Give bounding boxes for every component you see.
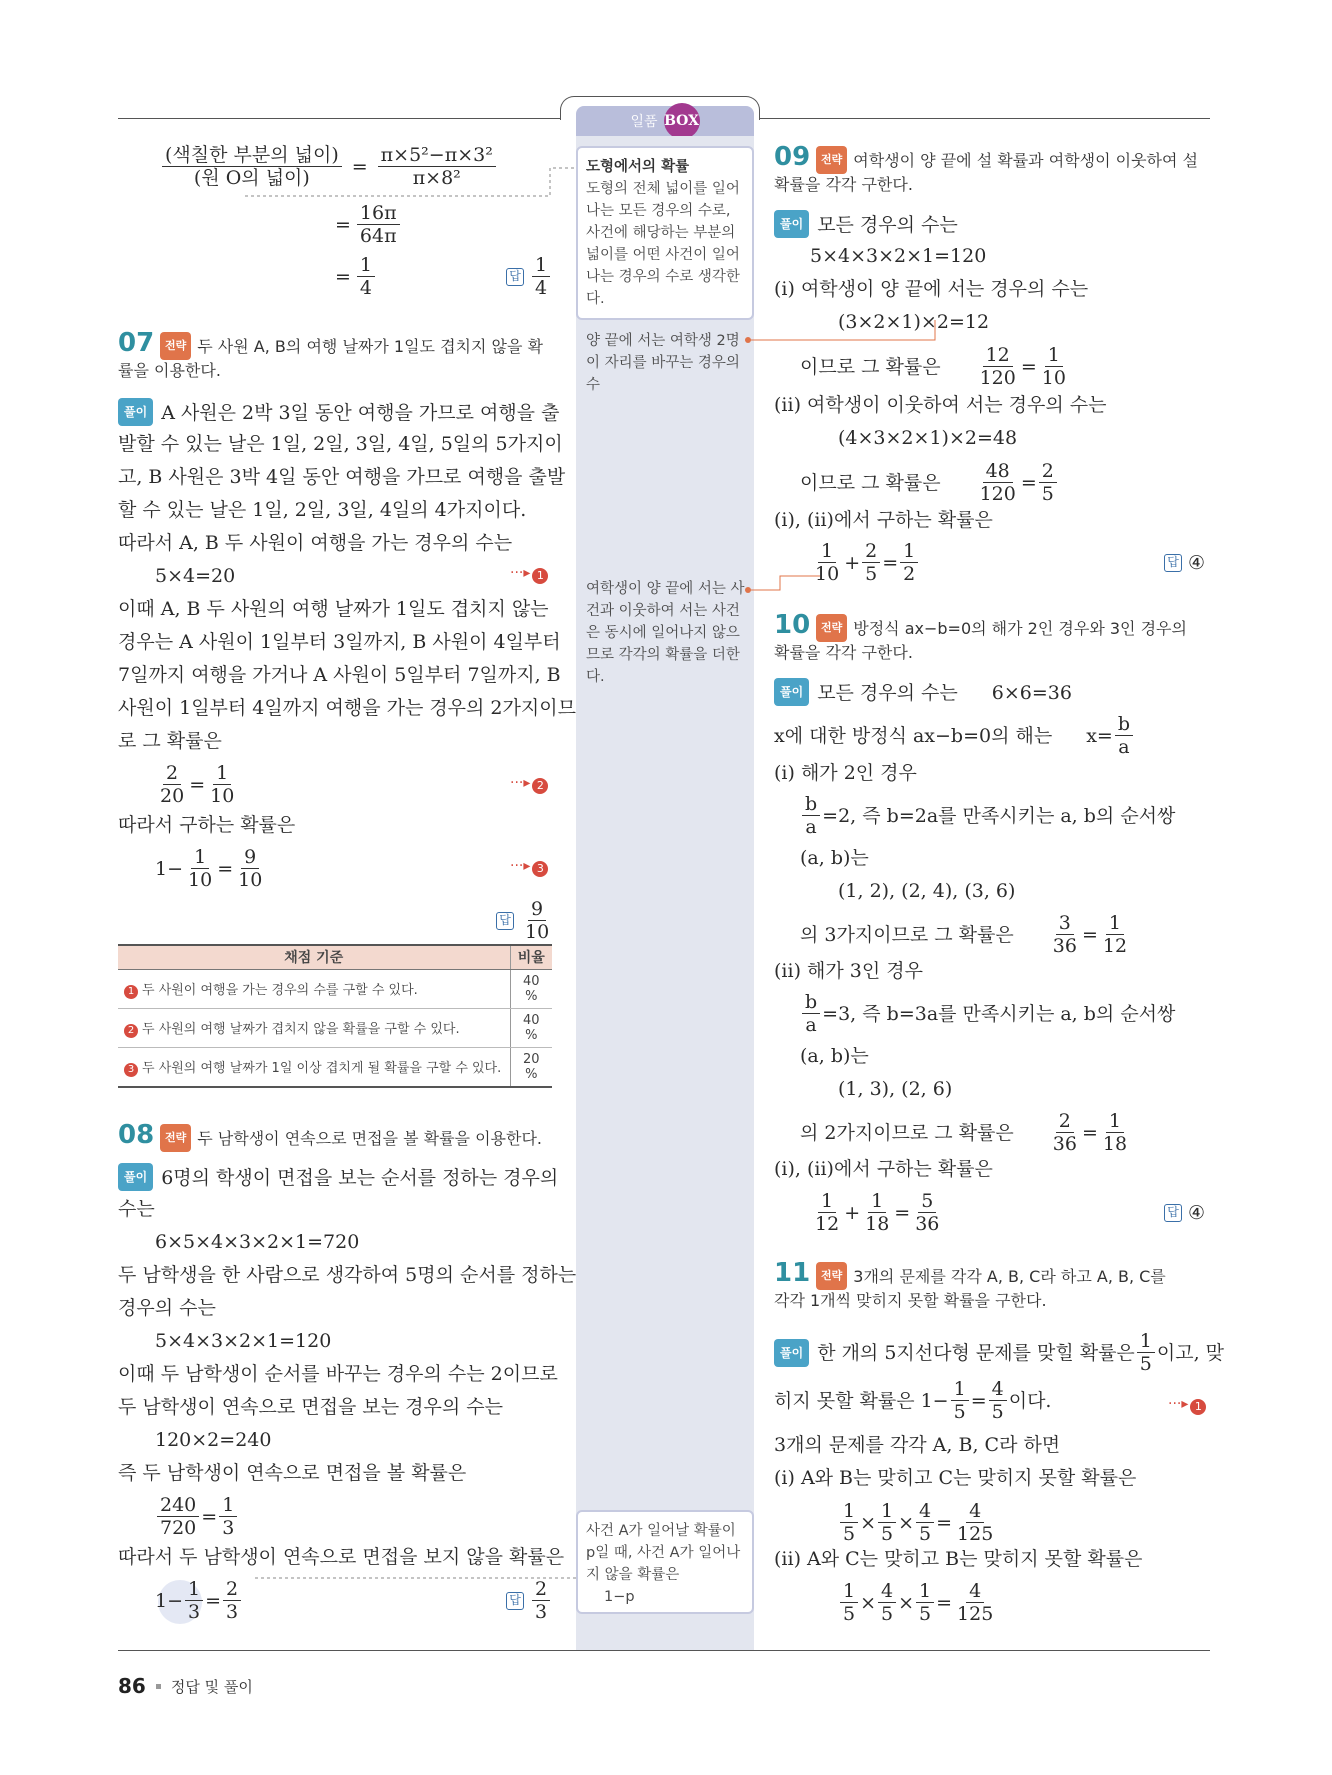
- strategy-badge: 전략: [816, 614, 847, 642]
- solution-badge: 풀이: [118, 398, 153, 426]
- p06-frac-2: $\frac{16\pi}{64\pi}$: [357, 202, 400, 247]
- p06-line-2: = $\frac{16\pi}{64\pi}$: [335, 202, 402, 247]
- p09-sum: $\frac{1}{10}$ + $\frac{2}{5}$ = $\frac{1}{2}$: [810, 540, 920, 585]
- table-header-ratio: 비율: [510, 945, 552, 969]
- p11-step-1: ···▸ 1: [1168, 1396, 1206, 1415]
- p09-line-4: 이므로 그 확률은 $\frac{12}{120}$ = $\frac{1}{10}$: [800, 344, 1066, 389]
- table-row: 2 두 사원의 여행 날짜가 겹치지 않을 확률을 구할 수 있다. 40 %: [118, 1008, 552, 1047]
- p08-strategy: 전략 두 남학생이 연속으로 면접을 볼 확률을 이용한다.: [160, 1124, 542, 1152]
- strategy-badge: 전략: [160, 1124, 191, 1152]
- p10-sum: $\frac{1}{12}$ + $\frac{1}{18}$ = $\frac{5}{36}$: [815, 1190, 940, 1235]
- p11-line-5: (ii) A와 C는 맞히고 B는 맞히지 못할 확률은: [774, 1548, 1143, 1570]
- p09-line-7: 이므로 그 확률은 $\frac{48}{120}$ = $\frac{2}{5}$: [800, 460, 1059, 505]
- p07-line-5: 5×4=20: [155, 565, 236, 587]
- p09-line-2: (i) 여학생이 양 끝에 서는 경우의 수는: [774, 278, 1089, 300]
- solution-badge: 풀이: [118, 1163, 153, 1191]
- p10-solution-start: 풀이 모든 경우의 수는 6×6=36: [774, 678, 1072, 706]
- p11-strategy: 전략 3개의 문제를 각각 A, B, C라 하고 A, B, C를: [816, 1262, 1166, 1290]
- p09-line-8: (i), (ii)에서 구하는 확률은: [774, 509, 993, 531]
- table-row: 3 두 사원의 여행 날짜가 1일 이상 겹치게 될 확률을 구할 수 있다. 20 %: [118, 1047, 552, 1087]
- p08-frac-line-1: $\frac{240}{720}$ = $\frac{1}{3}$: [155, 1494, 239, 1539]
- p08-line-2: 6×5×4×3×2×1=720: [155, 1231, 360, 1253]
- p10-line-9: (a, b)는: [800, 1045, 869, 1067]
- p08-line-4: 경우의 수는: [118, 1297, 216, 1319]
- p08-frac-line-2: 1− $\frac{1}{3}$ = $\frac{2}{3}$: [155, 1578, 243, 1623]
- p08-line-9: 즉 두 남학생이 연속으로 면접을 볼 확률은: [118, 1462, 467, 1484]
- table-row: 1 두 사원이 여행을 가는 경우의 수를 구할 수 있다. 40 %: [118, 969, 552, 1008]
- p06-frac-3: $\frac{1}{4}$: [357, 254, 375, 299]
- p10-line-5: (1, 2), (2, 4), (3, 6): [838, 880, 1016, 902]
- footer-label: 정답 및 풀이: [170, 1677, 253, 1696]
- p11-line-2: 히지 못할 확률은 1− $\frac{1}{5}$ = $\frac{4}{5}$ 이다.: [774, 1378, 1052, 1423]
- p10-line-3: $\frac{b}{a}$ =2, 즉 b=2a를 만족시키는 a, b의 순서쌍: [800, 793, 1175, 838]
- note-card-body: 도형의 전체 넓이를 일어나는 모든 경우의 수로, 사건에 해당하는 부분의 넓이를 어떤 사건이 일어나는 경우의 수로 생각한다.: [586, 181, 740, 307]
- strategy-badge: 전략: [816, 1262, 847, 1290]
- p10-line-7: (ii) 해가 3인 경우: [774, 960, 923, 982]
- p07-line-10: 로 그 확률은: [118, 730, 222, 752]
- p09-line-3: (3×2×1)×2=12: [838, 311, 990, 333]
- page-footer: [118, 1674, 253, 1698]
- answer-tag: 답: [1164, 554, 1182, 572]
- problem-number-10: 10: [774, 610, 811, 640]
- footer-dot: [156, 1684, 161, 1689]
- p10-strategy: 전략 방정식 ax−b=0의 해가 2인 경우와 3인 경우의: [816, 614, 1187, 642]
- p08-line-0: 풀이 6명의 학생이 면접을 보는 순서를 정하는 경우의: [118, 1163, 558, 1191]
- p07-strategy-2: 률을 이용한다.: [118, 361, 221, 380]
- p07-frac-line-2: 1− $\frac{1}{10}$ = $\frac{9}{10}$: [155, 846, 263, 891]
- solution-badge: 풀이: [774, 210, 809, 238]
- p10-line-1: x에 대한 방정식 ax−b=0의 해는 x= $\frac{b}{a}$: [774, 713, 1135, 758]
- p10-line-8: $\frac{b}{a}$ =3, 즉 b=3a를 만족시키는 a, b의 순서쌍: [800, 991, 1175, 1036]
- page-number: 86: [118, 1674, 146, 1698]
- p06-frac-rhs: $\frac{\text{π×5²−π×3²}}{\text{π×8²}}$: [378, 144, 496, 189]
- p06-line-1: $\frac{\text{(색칠한 부분의 넓이)}}{\text{(원 O의 넓이)}}$ = $\frac{\text{π×5²−π×3²}}{\text{π×8²}}$: [160, 144, 498, 189]
- problem-number-09: 09: [774, 142, 811, 172]
- p10-line-11: 의 2가지이므로 그 확률은 $\frac{2}{36}$ = $\frac{1}{18}$: [800, 1110, 1128, 1155]
- p07-step-2: ···▸ 2: [510, 775, 548, 794]
- p09-line-6: (4×3×2×1)×2=48: [838, 427, 1018, 449]
- p07-step-1: ···▸ 1: [510, 565, 548, 584]
- p07-line-0: 풀이 A 사원은 2박 3일 동안 여행을 가므로 여행을 출: [118, 398, 559, 426]
- solution-badge: 풀이: [774, 1339, 809, 1367]
- p10-strategy-2: 확률을 각각 구한다.: [774, 643, 913, 662]
- p07-line-6: 이때 A, B 두 사원의 여행 날짜가 1일도 겹치지 않는: [118, 598, 549, 620]
- p07-line-7: 경우는 A 사원이 1일부터 3일까지, B 사원이 4일부터: [118, 631, 561, 653]
- answer-tag: 답: [1164, 1204, 1182, 1222]
- p10-line-2: (i) 해가 2인 경우: [774, 762, 917, 784]
- p08-line-7: 두 남학생이 연속으로 면접을 보는 경우의 수는: [118, 1396, 503, 1418]
- problem-number-07: 07: [118, 328, 155, 358]
- p07-line-9: 사원이 1일부터 4일까지 여행을 가는 경우의 2가지이므: [118, 697, 576, 719]
- p07-frac-line-1: $\frac{2}{20}$ = $\frac{1}{10}$: [160, 762, 235, 807]
- answer-tag: 답: [506, 268, 524, 286]
- box-label: 일품: [630, 114, 658, 130]
- box-badge: BOX: [664, 103, 700, 139]
- scoring-table: [118, 944, 552, 1088]
- p06-answer-frac: $\frac{1}{4}$: [532, 254, 550, 299]
- p09-solution-start: 풀이 모든 경우의 수는: [774, 210, 958, 238]
- p08-line-3: 두 남학생을 한 사람으로 생각하여 5명의 순서를 정하는: [118, 1264, 577, 1286]
- side-note-swap: 양 끝에 서는 여학생 2명이 자리를 바꾸는 경우의 수: [586, 333, 740, 393]
- p10-line-12: (i), (ii)에서 구하는 확률은: [774, 1158, 993, 1180]
- p07-line-11: 따라서 구하는 확률은: [118, 814, 296, 836]
- answer-tag: 답: [496, 912, 514, 930]
- p11-line-4: (i) A와 B는 맞히고 C는 맞히지 못할 확률은: [774, 1467, 1137, 1489]
- leader-dot-2: [745, 337, 751, 343]
- p07-line-4: 따라서 A, B 두 사원이 여행을 가는 경우의 수는: [118, 532, 513, 554]
- problem-number-11: 11: [774, 1258, 811, 1288]
- table-header-row: [118, 945, 552, 969]
- p11-line-1: 풀이 한 개의 5지선다형 문제를 맞힐 확률은 $\frac{1}{5}$ 이고, 맞: [774, 1330, 1224, 1375]
- p07-answer: 답 $\frac{9}{10}$: [496, 898, 554, 943]
- note-card-body: 사건 A가 일어날 확률이 p일 때, 사건 A가 일어나지 않을 확률은: [586, 1523, 741, 1583]
- solution-badge: 풀이: [774, 678, 809, 706]
- p08-line-6: 이때 두 남학생이 순서를 바꾸는 경우의 수는 2이므로: [118, 1363, 558, 1385]
- p10-line-10: (1, 3), (2, 6): [838, 1078, 953, 1100]
- p08-answer: 답 $\frac{2}{3}$: [506, 1578, 552, 1623]
- p09-line-5: (ii) 여학생이 이웃하여 서는 경우의 수는: [774, 394, 1107, 416]
- p07-line-8: 7일까지 여행을 가거나 A 사원이 5일부터 7일까지, B: [118, 664, 561, 686]
- p06-line-3: = $\frac{1}{4}$: [335, 254, 377, 299]
- p06-answer: [506, 254, 552, 299]
- note-card-formula: 1−p: [604, 1589, 635, 1605]
- p07-line-3: 할 수 있는 날은 1일, 2일, 3일, 4일의 4가지이다.: [118, 499, 527, 521]
- p10-line-6: 의 3가지이므로 그 확률은 $\frac{3}{36}$ = $\frac{1}{12}$: [800, 912, 1128, 957]
- p09-strategy-2: 확률을 각각 구한다.: [774, 175, 913, 194]
- p08-line-5: 5×4×3×2×1=120: [155, 1330, 332, 1352]
- p10-answer: 답 ④: [1164, 1202, 1205, 1224]
- p08-line-8: 120×2=240: [155, 1429, 272, 1451]
- bottom-rule: [118, 1650, 1210, 1651]
- strategy-badge: 전략: [160, 332, 191, 360]
- strategy-badge: 전략: [816, 146, 847, 174]
- p11-line-3: 3개의 문제를 각각 A, B, C라 하면: [774, 1434, 1061, 1456]
- p07-step-3: ···▸ 3: [510, 858, 548, 877]
- p07-strategy: 전략 두 사원 A, B의 여행 날짜가 1일도 겹치지 않을 확: [160, 332, 543, 360]
- p09-strategy: 전략 여학생이 양 끝에 설 확률과 여학생이 이웃하여 설: [816, 146, 1198, 174]
- p07-line-2: 고, B 사원은 3박 4일 동안 여행을 가므로 여행을 출발: [118, 466, 566, 488]
- answer-tag: 답: [506, 1592, 524, 1610]
- table-header-criteria: 채점 기준: [118, 945, 510, 969]
- side-note-disjoint: 여학생이 양 끝에 서는 사건과 이웃하여 서는 사건은 동시에 일어나지 않으므로 각각의 확률을 더한다.: [586, 581, 745, 685]
- p07-line-1: 발할 수 있는 날은 1일, 2일, 3일, 4일, 5일의 5가지이: [118, 433, 563, 455]
- p06-frac-lhs: $\frac{\text{(색칠한 부분의 넓이)}}{\text{(원 O의 넓이)}}$: [162, 144, 342, 189]
- note-card-title: 도형에서의 확률: [586, 159, 690, 175]
- p11-strategy-2: 각각 1개씩 맞히지 못할 확률을 구한다.: [774, 1291, 1047, 1310]
- p10-line-4: (a, b)는: [800, 847, 869, 869]
- p11-product-2: $\frac{1}{5}$ × $\frac{4}{5}$ × $\frac{1}{5}$ = $\frac{4}{125}$: [838, 1580, 998, 1625]
- leader-dot-3: [745, 587, 751, 593]
- p09-answer: 답 ④: [1164, 552, 1205, 574]
- p11-product-1: $\frac{1}{5}$ × $\frac{1}{5}$ × $\frac{4}{5}$ = $\frac{4}{125}$: [838, 1500, 998, 1545]
- p08-line-1: 수는: [118, 1198, 155, 1220]
- p08-line-10: 따라서 두 남학생이 연속으로 면접을 보지 않을 확률은: [118, 1546, 565, 1568]
- problem-number-08: 08: [118, 1120, 155, 1150]
- p09-line-1: 5×4×3×2×1=120: [810, 245, 987, 267]
